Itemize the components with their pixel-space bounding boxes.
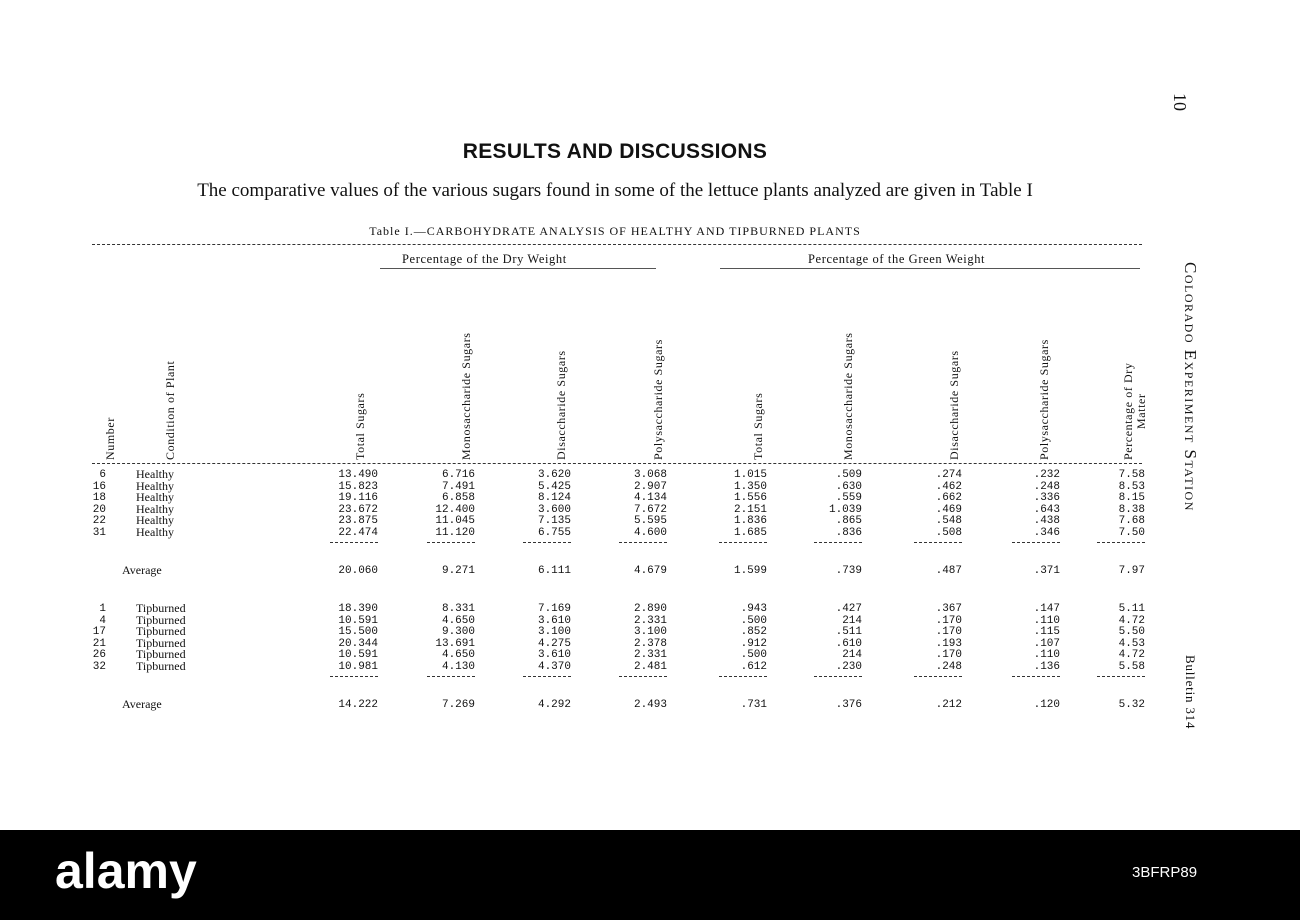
average-cell: .376 <box>835 699 862 711</box>
table-cell: 12.400 <box>435 503 475 516</box>
sum-rule <box>814 542 862 543</box>
col-header-dry-poly: Polysaccharide Sugars <box>651 339 665 460</box>
table-cell: 22.474 <box>338 526 378 539</box>
average-cell: 4.292 <box>537 699 571 711</box>
table-cell: .643 <box>1033 503 1060 516</box>
table-cell: 4.600 <box>633 526 667 539</box>
table-cell: .170 <box>935 649 962 661</box>
table-cell: 3.068 <box>633 469 667 481</box>
average-cell: 14.222 <box>338 699 378 711</box>
table-cell: 3.600 <box>537 503 571 516</box>
table-cell: 6.755 <box>537 526 571 539</box>
sum-rule <box>523 676 571 677</box>
table-cell: 7.50 <box>1118 526 1145 539</box>
intro-paragraph: The comparative values of the various sugars found in some of the lettuce plants analyzed are given in Table I <box>197 180 1033 201</box>
average-cell: 4.679 <box>633 565 667 577</box>
average-cell: 6.111 <box>537 565 571 577</box>
average-cell: 1.599 <box>733 565 767 577</box>
table-cell: 19.116 <box>338 492 378 504</box>
row-number: 17 <box>92 626 106 638</box>
table-cell: 2.481 <box>633 660 667 673</box>
row-number: 6 <box>99 469 106 481</box>
row-number: 1 <box>99 603 106 615</box>
row-number: 22 <box>92 515 106 527</box>
table-cell: 8.38 <box>1118 503 1145 516</box>
table-cell: 2.890 <box>633 603 667 615</box>
table-cell: 3.100 <box>537 626 571 638</box>
table-cell: 5.50 <box>1118 626 1145 638</box>
header-bottom-rule <box>92 463 1142 464</box>
table-cell: .469 <box>935 503 962 516</box>
average-cell: 7.97 <box>1118 565 1145 577</box>
table-cell: 2.331 <box>633 649 667 661</box>
average-label: Average <box>122 697 162 711</box>
col-header-dry-matter <box>1122 363 1148 461</box>
table-cell: .427 <box>835 603 862 615</box>
table-cell: 2.331 <box>633 614 667 627</box>
row-condition: Tipburned <box>136 624 186 638</box>
average-cell: .739 <box>835 565 862 577</box>
alamy-logo <box>55 844 315 900</box>
row-number: 16 <box>92 480 106 493</box>
sum-rule <box>1097 542 1145 543</box>
table-cell: 4.650 <box>441 614 475 627</box>
table-cell: 10.981 <box>338 660 378 673</box>
row-number: 31 <box>92 526 106 539</box>
table-cell: 4.72 <box>1118 614 1145 627</box>
average-cell: 5.32 <box>1118 699 1145 711</box>
row-condition: Healthy <box>136 490 174 504</box>
table-cell: 18.390 <box>338 603 378 615</box>
group-header-dry-weight: Percentage of the Dry Weight <box>402 252 567 266</box>
col-header-condition: Condition of Plant <box>163 360 177 460</box>
table-cell: 2.378 <box>633 637 667 650</box>
sum-rule <box>1012 542 1060 543</box>
table-cell: 4.130 <box>441 660 475 673</box>
table-cell: .852 <box>740 626 767 638</box>
table-cell: 7.135 <box>537 515 571 527</box>
table-cell: .912 <box>740 637 767 650</box>
row-condition: Tipburned <box>136 635 186 650</box>
table-cell: 1.015 <box>733 469 767 481</box>
table-cell: 5.58 <box>1118 660 1145 673</box>
table-cell: 13.691 <box>435 637 475 650</box>
table-cell: 4.275 <box>537 637 571 650</box>
average-cell: 7.269 <box>441 699 475 711</box>
table-cell: 1.836 <box>733 515 767 527</box>
row-number: 32 <box>92 660 106 673</box>
group-rule-dry <box>380 268 656 269</box>
table-cell: .170 <box>935 614 962 627</box>
row-condition: Tipburned <box>136 612 186 627</box>
table-cell: .438 <box>1033 515 1060 527</box>
section-heading: RESULTS AND DISCUSSIONS <box>462 140 768 163</box>
average-cell: 2.493 <box>633 699 667 711</box>
group-header-green-weight: Percentage of the Green Weight <box>808 252 986 266</box>
col-header-dry-mono: Monosaccharide Sugars <box>459 332 473 460</box>
table-cell: 10.591 <box>338 649 378 661</box>
average-cell: .371 <box>1033 565 1060 577</box>
table-cell: 2.151 <box>733 503 767 516</box>
table-cell: 6.716 <box>441 469 475 481</box>
sum-rule <box>914 542 962 543</box>
sum-rule <box>1097 676 1145 677</box>
table-cell: 7.68 <box>1118 515 1145 527</box>
table-cell: .500 <box>740 614 767 627</box>
sum-rule <box>427 542 475 543</box>
stock-image-id: 3BFRP89 <box>1132 864 1198 881</box>
average-cell: 9.271 <box>441 565 475 577</box>
col-header-green-mono: Monosaccharide Sugars <box>841 332 855 460</box>
table-cell: 4.72 <box>1118 649 1145 661</box>
table-cell: .170 <box>935 626 962 638</box>
average-cell: 20.060 <box>338 565 378 577</box>
table-cell: 7.491 <box>441 480 475 493</box>
table-cell: .248 <box>1033 480 1060 493</box>
col-header-dry-total: Total Sugars <box>353 392 367 460</box>
sum-rule <box>427 676 475 677</box>
table-cell: 8.124 <box>537 492 571 504</box>
sum-rule <box>914 676 962 677</box>
table-cell: .367 <box>935 603 962 615</box>
average-label: Average <box>122 563 162 577</box>
sum-rule <box>523 542 571 543</box>
table-cell: 9.300 <box>441 626 475 638</box>
table-cell: 20.344 <box>338 637 378 650</box>
table-cell: 1.556 <box>733 492 767 504</box>
table-cell: .511 <box>835 626 862 638</box>
table-cell: 6.858 <box>441 492 475 504</box>
col-header-green-total: Total Sugars <box>751 392 765 460</box>
table-cell: .630 <box>835 480 862 493</box>
table-cell: 23.672 <box>338 503 378 516</box>
table-cell: .508 <box>935 526 962 539</box>
table-top-rule <box>92 244 1142 245</box>
table-title: Table I.—CARBOHYDRATE ANALYSIS OF HEALTHY AND TIPBURNED PLANTS <box>369 224 861 238</box>
table-cell: .500 <box>740 649 767 661</box>
table-cell: .248 <box>935 660 962 673</box>
row-condition: Tipburned <box>136 601 186 615</box>
table-cell: 1.685 <box>733 526 767 539</box>
table-cell: 11.120 <box>435 526 475 539</box>
row-condition: Tipburned <box>136 658 186 673</box>
table-cell: 3.620 <box>537 469 571 481</box>
table-cell: .336 <box>1033 492 1060 504</box>
row-number: 20 <box>92 503 106 516</box>
table-cell: 5.425 <box>537 480 571 493</box>
table-cell: 5.11 <box>1118 603 1145 615</box>
table-cell: .136 <box>1033 660 1060 673</box>
table-cell: .232 <box>1033 469 1060 481</box>
bulletin-label: Bulletin 314 <box>1183 655 1198 730</box>
table-cell: .230 <box>835 660 862 673</box>
table-cell: 7.672 <box>633 503 667 516</box>
table-cell: .346 <box>1033 526 1060 539</box>
sum-rule <box>619 676 667 677</box>
table-cell: 11.045 <box>435 515 475 527</box>
table-cell: 7.58 <box>1118 469 1145 481</box>
sum-rule <box>814 676 862 677</box>
table-cell: .147 <box>1033 603 1060 615</box>
table-cell: 23.875 <box>338 515 378 527</box>
table-cell: .115 <box>1033 626 1060 638</box>
table-cell: 7.169 <box>537 603 571 615</box>
average-cell: .120 <box>1033 699 1060 711</box>
table-cell: 4.53 <box>1118 637 1145 650</box>
row-condition: Healthy <box>136 478 174 493</box>
row-condition: Tipburned <box>136 647 186 661</box>
sum-rule <box>1012 676 1060 677</box>
col-header-dry-di: Disaccharide Sugars <box>554 350 568 460</box>
table-cell: 8.53 <box>1118 480 1145 493</box>
col-header-number: Number <box>103 417 117 460</box>
table-cell: .107 <box>1033 637 1060 650</box>
col-header-green-di: Disaccharide Sugars <box>947 350 961 460</box>
col-header-dry-matter-line2: Matter <box>1134 393 1148 430</box>
table-cell: 4.134 <box>633 492 667 504</box>
table-cell: 4.370 <box>537 660 571 673</box>
table-cell: 3.610 <box>537 614 571 627</box>
table-cell: 13.490 <box>338 469 378 481</box>
table-cell: 4.650 <box>441 649 475 661</box>
average-cell: .212 <box>935 699 962 711</box>
table-cell: .610 <box>835 637 862 650</box>
table-cell: 5.595 <box>633 515 667 527</box>
table-cell: .943 <box>740 603 767 615</box>
table-cell: 15.823 <box>338 480 378 493</box>
table-cell: 1.350 <box>733 480 767 493</box>
table-cell: 3.100 <box>633 626 667 638</box>
table-cell: .274 <box>935 469 962 481</box>
row-condition: Healthy <box>136 513 174 527</box>
table-cell: .110 <box>1033 649 1060 661</box>
row-condition: Healthy <box>136 467 174 481</box>
table-cell: 214 <box>842 649 862 661</box>
table-cell: .462 <box>935 480 962 493</box>
table-cell: .548 <box>935 515 962 527</box>
table-cell: .612 <box>740 660 767 673</box>
group-rule-green <box>720 268 1140 269</box>
table-cell: 214 <box>842 614 862 627</box>
sum-rule <box>330 676 378 677</box>
table-cell: .509 <box>835 469 862 481</box>
alamy-logo-text: alamy <box>55 844 197 899</box>
table-cell: .836 <box>835 526 862 539</box>
row-number: 4 <box>99 614 106 627</box>
page-number: 10 <box>1170 93 1190 111</box>
table-cell: .662 <box>935 492 962 504</box>
average-cell: .731 <box>740 699 767 711</box>
row-number: 26 <box>92 649 106 661</box>
row-condition: Healthy <box>136 524 174 539</box>
table-cell: 1.039 <box>828 503 862 516</box>
table-cell: 10.591 <box>338 614 378 627</box>
row-number: 21 <box>92 637 106 650</box>
table-cell: .865 <box>835 515 862 527</box>
col-header-dry-matter-line1: Percentage of Dry <box>1121 362 1135 460</box>
sum-rule <box>619 542 667 543</box>
col-header-green-poly: Polysaccharide Sugars <box>1037 339 1051 460</box>
row-condition: Healthy <box>136 501 174 516</box>
table-cell: 8.15 <box>1118 492 1145 504</box>
sum-rule <box>330 542 378 543</box>
sum-rule <box>719 676 767 677</box>
sum-rule <box>719 542 767 543</box>
running-title: Colorado Experiment Station <box>1181 262 1200 512</box>
table-cell: .559 <box>835 492 862 504</box>
table-cell: 8.331 <box>441 603 475 615</box>
table-cell: 15.500 <box>338 626 378 638</box>
table-cell: .110 <box>1033 614 1060 627</box>
average-cell: .487 <box>935 565 962 577</box>
table-cell: 2.907 <box>633 480 667 493</box>
row-number: 18 <box>92 492 106 504</box>
table-cell: 3.610 <box>537 649 571 661</box>
table-cell: .193 <box>935 637 962 650</box>
